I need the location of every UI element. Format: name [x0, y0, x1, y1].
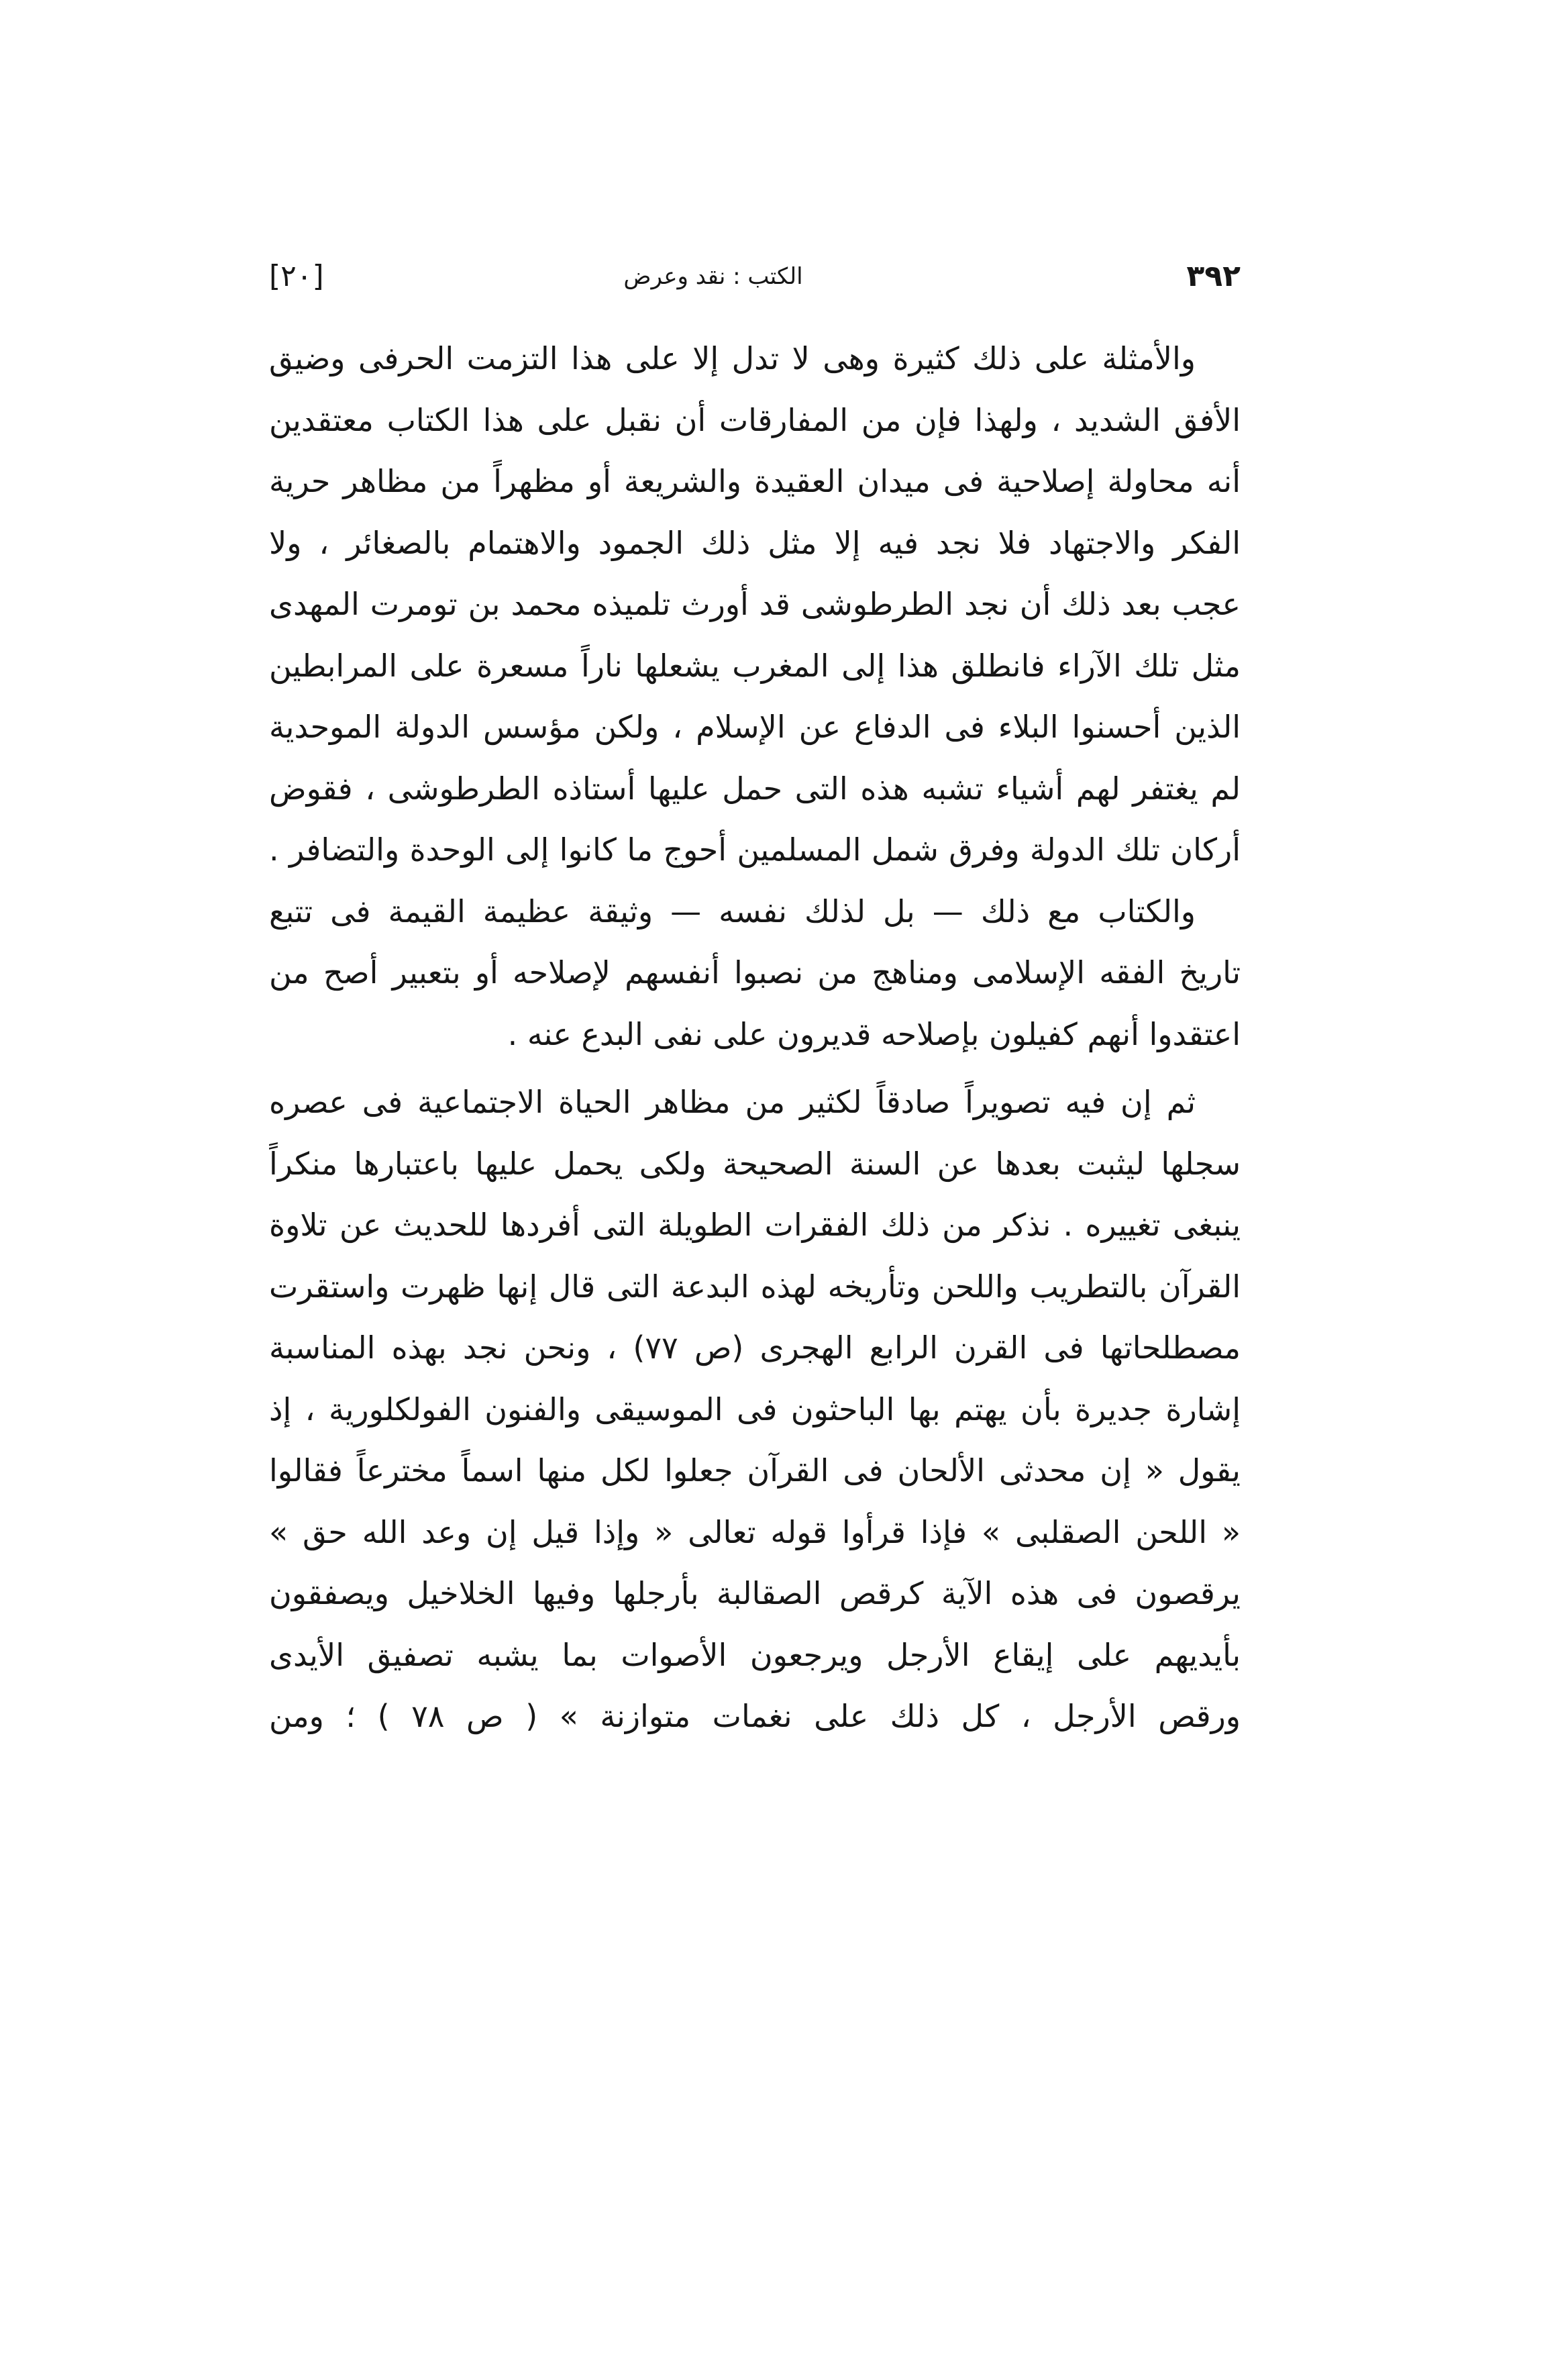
text-line: سجلها ليثبت بعدها عن السنة الصحيحة ولكى يحمل عليها باعتبارها منكراً: [269, 1145, 1241, 1182]
text-line: يرقصون فى هذه الآية كرقص الصقالبة بأرجلها وفيها الخلاخيل ويصفقون: [269, 1575, 1241, 1611]
text-line: مثل تلك الآراء فانطلق هذا إلى المغرب يشعلها ناراً مسعرة على المرابطين: [269, 647, 1241, 684]
page-number: ٣٩٢: [1186, 259, 1241, 293]
text-line: يقول « إن محدثى الألحان فى القرآن جعلوا لكل منها اسماً مخترعاً فقالوا: [269, 1452, 1241, 1489]
text-line: ينبغى تغييره . نذكر من ذلك الفقرات الطويلة التى أفردها للحديث عن تلاوة: [269, 1207, 1241, 1243]
text-line: تاريخ الفقه الإسلامى ومناهج من نصبوا أنفسهم لإصلاحه أو بتعبير أصح من: [269, 954, 1241, 991]
text-line: إشارة جديرة بأن يهتم بها الباحثون فى الموسيقى والفنون الفولكلورية ، إذ: [269, 1391, 1241, 1427]
text-line: القرآن بالتطريب واللحن وتأريخه لهذه البدعة التى قال إنها ظهرت واستقرت: [269, 1268, 1241, 1305]
text-line: « اللحن الصقلبى » فإذا قرأوا قوله تعالى « وإذا قيل إن وعد الله حق »: [269, 1513, 1241, 1550]
paragraph: [269, 328, 1241, 881]
text-line: لم يغتفر لهم أشياء تشبه هذه التى حمل عليها أستاذه الطرطوشى ، فقوض: [269, 770, 1241, 807]
text-line: أنه محاولة إصلاحية فى ميدان العقيدة والشريعة أو مظهراً من مظاهر حرية: [269, 463, 1241, 499]
text-line: ثم إن فيه تصويراً صادقاً لكثير من مظاهر الحياة الاجتماعية فى عصره: [269, 1084, 1196, 1120]
text-line: والكتاب مع ذلك — بل لذلك نفسه — وثيقة عظيمة القيمة فى تتبع: [269, 893, 1196, 930]
text-line: الأفق الشديد ، ولهذا فإن من المفارقات أن نقبل على هذا الكتاب معتقدين: [269, 401, 1241, 438]
body-text: [269, 328, 1241, 1748]
section-marker: [٢٠]: [269, 259, 324, 293]
paragraph: [269, 881, 1241, 1066]
text-line: أركان تلك الدولة وفرق شمل المسلمين أحوج ما كانوا إلى الوحدة والتضافر .: [269, 832, 1241, 868]
text-line: الذين أحسنوا البلاء فى الدفاع عن الإسلام ، ولكن مؤسس الدولة الموحدية: [269, 709, 1241, 745]
text-line: عجب بعد ذلك أن نجد الطرطوشى قد أورث تلميذه محمد بن تومرت المهدى: [269, 586, 1241, 622]
text-line: مصطلحاتها فى القرن الرابع الهجرى (ص ٧٧) ، ونحن نجد بهذه المناسبة: [269, 1330, 1241, 1366]
text-line: بأيديهم على إيقاع الأرجل ويرجعون الأصوات بما يشبه تصفيق الأيدى: [269, 1636, 1241, 1673]
text-line: ورقص الأرجل ، كل ذلك على نغمات متوازنة » ( ص ٧٨ ) ؛ ومن: [269, 1698, 1241, 1734]
page-header: [269, 256, 1241, 297]
running-title: الكتب : نقد وعرض: [623, 263, 803, 290]
text-line: والأمثلة على ذلك كثيرة وهى لا تدل إلا على هذا التزمت الحرفى وضيق: [269, 340, 1196, 377]
paragraph: [269, 1072, 1241, 1748]
text-line: الفكر والاجتهاد فلا نجد فيه إلا مثل ذلك الجمود والاهتمام بالصغائر ، ولا: [269, 524, 1241, 561]
text-line: اعتقدوا أنهم كفيلون بإصلاحه قديرون على نفى البدع عنه .: [507, 1015, 1241, 1052]
